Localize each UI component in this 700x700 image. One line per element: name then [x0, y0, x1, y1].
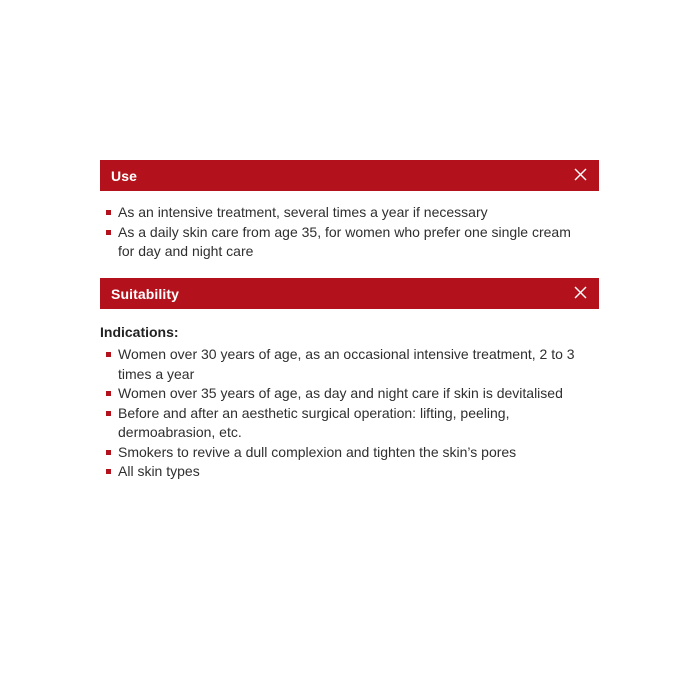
square-bullet-icon — [106, 450, 111, 455]
list-item-text: As a daily skin care from age 35, for women who prefer one single cream for day and night care — [118, 223, 571, 259]
use-list — [100, 203, 599, 262]
list-item-text: All skin types — [118, 463, 200, 479]
suitability-section — [100, 278, 599, 482]
use-section — [100, 160, 599, 262]
list-item — [100, 384, 599, 404]
indications-heading: Indications: — [100, 324, 179, 340]
list-item-text: Women over 35 years of age, as day and night care if skin is devitalised — [118, 385, 563, 401]
square-bullet-icon — [106, 411, 111, 416]
suitability-header[interactable] — [100, 278, 599, 309]
square-bullet-icon — [106, 391, 111, 396]
square-bullet-icon — [106, 352, 111, 357]
list-item-text: Smokers to revive a dull complexion and tighten the skin’s pores — [118, 443, 517, 460]
list-item — [100, 345, 599, 384]
close-icon[interactable] — [573, 167, 588, 182]
list-item — [100, 462, 599, 482]
suitability-list — [100, 345, 599, 482]
square-bullet-icon — [106, 469, 111, 474]
list-item-text: Women over 30 years of age, as an occasional intensive treatment, 2 to 3 times a year — [118, 346, 575, 382]
use-title: Use — [111, 167, 137, 184]
use-header[interactable] — [100, 160, 599, 191]
square-bullet-icon — [106, 210, 111, 215]
list-item — [100, 223, 599, 262]
list-item-text: As an intensive treatment, several times a year if necessary — [118, 204, 488, 220]
list-item — [100, 404, 599, 443]
list-item — [100, 443, 599, 463]
suitability-title: Suitability — [111, 285, 179, 302]
square-bullet-icon — [106, 230, 111, 235]
list-item — [100, 203, 599, 223]
list-item-text: Before and after an aesthetic surgical operation: lifting, peeling, dermoabrasion, etc. — [118, 404, 510, 440]
close-icon[interactable] — [573, 285, 588, 300]
